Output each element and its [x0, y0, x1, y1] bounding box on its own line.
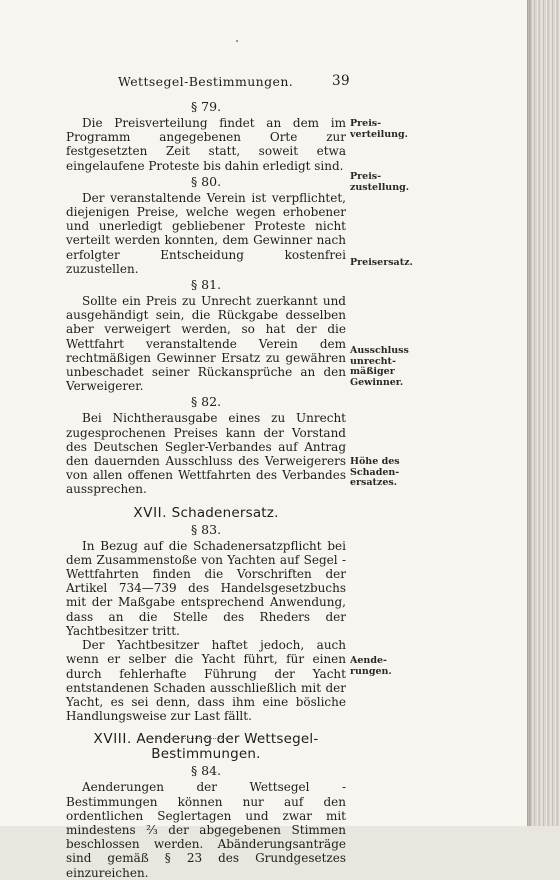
chapter-18-title: Aenderung der Wettsegel-Bestimmungen. [136, 731, 319, 763]
section-81-heading: § 81. [190, 277, 222, 293]
section-79-heading: § 79. [190, 99, 222, 114]
main-text-column [66, 98, 346, 880]
chapter-18-numeral: XVIII. [93, 731, 132, 748]
margin-note-preisersatz: Preisersatz. [350, 257, 413, 268]
section-80-text: Der veranstaltende Verein ist verpflichtet, diejenigen Preise, welche wegen erhobener und unerledigt gebliebener Proteste nicht verteilt werden konnten, dem Gewinner nach erfolgter Entscheidung kostenfrei zuzustellen. [66, 190, 346, 276]
chapter-17-heading [66, 506, 346, 521]
section-80-heading: § 80. [190, 173, 222, 189]
margin-note-preisverteilung: Preis-verteilung. [350, 118, 408, 140]
section-84-heading: § 84. [190, 763, 222, 779]
margin-note-aenderungen: Aende-rungen. [350, 655, 392, 677]
chapter-17-title: Schadenersatz. [171, 504, 279, 521]
end-rule [148, 738, 228, 740]
section-83-heading: § 83. [190, 521, 222, 537]
section-83-text-1: In Bezug auf die Schadenersatzpflicht bei dem Zusammenstoße von Yachten auf Segel - Wettfahrten finden die Vorschriften der Artikel 734—739 des Handelsgesetzbuchs mit der Maßgabe entsprechend Anwendung, dass an die Stelle des Rheders der Yachtbesitzer tritt. [66, 538, 346, 638]
fore-edge-shadow [527, 0, 533, 826]
section-82-text: Bei Nichtherausgabe eines zu Unrecht zugesprochenen Preises kann der Vorstand des Deutschen Segler-Verbandes auf Antrag den dauernden Ausschluss des Verweigerers von allen offenen Wettfahrten des Verbandes aussprechen. [66, 411, 346, 497]
section-81-text: Sollte ein Preis zu Unrecht zuerkannt und ausgehändigt sein, die Rückgabe desselben aber verweigert werden, so hat der die Wettfahrt veranstaltende Verein dem rechtmäßigen Gewinner Ersatz zu gewähren unbeschadet seiner Rückansprüche an den Verweigerer. [66, 294, 346, 394]
margin-notes [350, 0, 420, 826]
section-79-text: Die Preisverteilung findet an dem im Programm angegebenen Orte zur festgesetzten Zeit statt, soweit etwa eingelaufene Proteste bis dahin erledigt sind. [66, 116, 346, 173]
book-fore-edge [527, 0, 560, 826]
margin-note-preiszustellung: Preis-zustellung. [350, 171, 410, 193]
section-82-heading: § 82. [190, 394, 222, 410]
margin-note-ausschluss: Ausschluss unrecht-mäßiger Gewinner. [350, 345, 409, 388]
section-84-text: Aenderungen der Wettsegel - Bestimmungen können nur auf den ordentlichen Seglertagen und zwar mit mindestens ⅔ der abgegebenen Stimmen beschlossen werden. Abänderungsanträge sind gemäß § 23 des Grundgesetzes einzureichen. [66, 780, 346, 880]
page-speck [236, 40, 238, 42]
section-83-text-2: Der Yachtbesitzer haftet jedoch, auch wenn er selber die Yacht führt, für einen durch fehlerhafte Führung der Yacht entstandenen Schaden ausschließlich mit der Yacht, es sei denn, dass ihm eine bösliche Handlungsweise zur Last fällt. [66, 638, 346, 724]
chapter-18-heading [66, 732, 346, 762]
running-title: Wettsegel-Bestimmungen. [118, 74, 294, 89]
chapter-17-numeral: XVII. [133, 504, 168, 521]
running-header [118, 74, 350, 92]
page-number: 39 [332, 73, 350, 89]
margin-note-schadenersatz: Höhe des Schaden-ersatzes. [350, 456, 400, 488]
